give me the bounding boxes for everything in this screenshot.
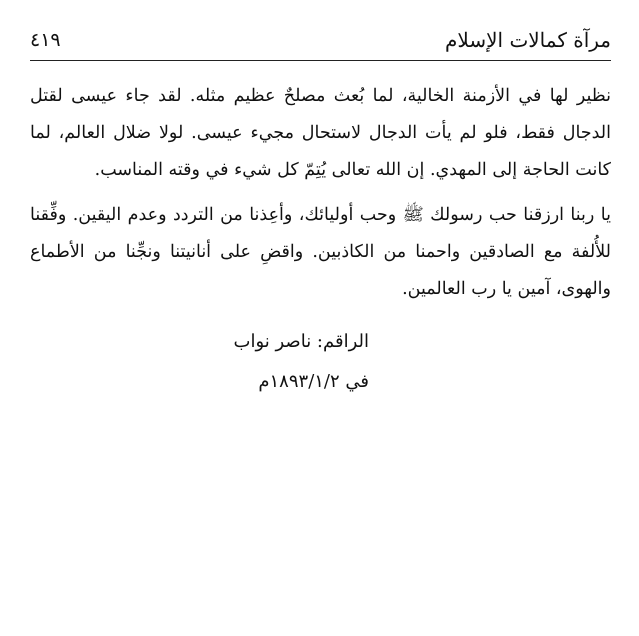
signature-block: [200, 322, 369, 402]
paragraph-2: يا ربنا ارزقنا حب رسولك ﷺ وحب أوليائك، وأعِذنا من التردد وعدم اليقين. وفِّقنا للأُلفة مع الصادقين واحمنا من الكاذبين. واقضِ على أنانيتنا ونجِّنا من الأطماع والهوى، آمين يا رب العالمين.: [30, 205, 611, 299]
page-number: ٤١٩: [30, 29, 61, 51]
paragraph-1: نظير لها في الأزمنة الخالية، لما بُعث مصلحٌ عظيم مثله. لقد جاء عيسى لقتل الدجال فقط، فلو لم يأت الدجال لاستحال مجيء عيسى. لولا ضلال العالم، لما كانت الحاجة إلى المهدي. إن الله تعالى يُتِمّ كل شيء في وقته المناسب.: [30, 86, 611, 180]
page-header: [30, 26, 611, 56]
date-line: في ١٨٩٣/١/٢م: [258, 371, 369, 392]
body-text: [30, 78, 611, 308]
header-rule: [30, 60, 611, 61]
author-line: الراقم: ناصر نواب: [233, 331, 369, 352]
running-title: مرآة كمالات الإسلام: [445, 28, 611, 52]
